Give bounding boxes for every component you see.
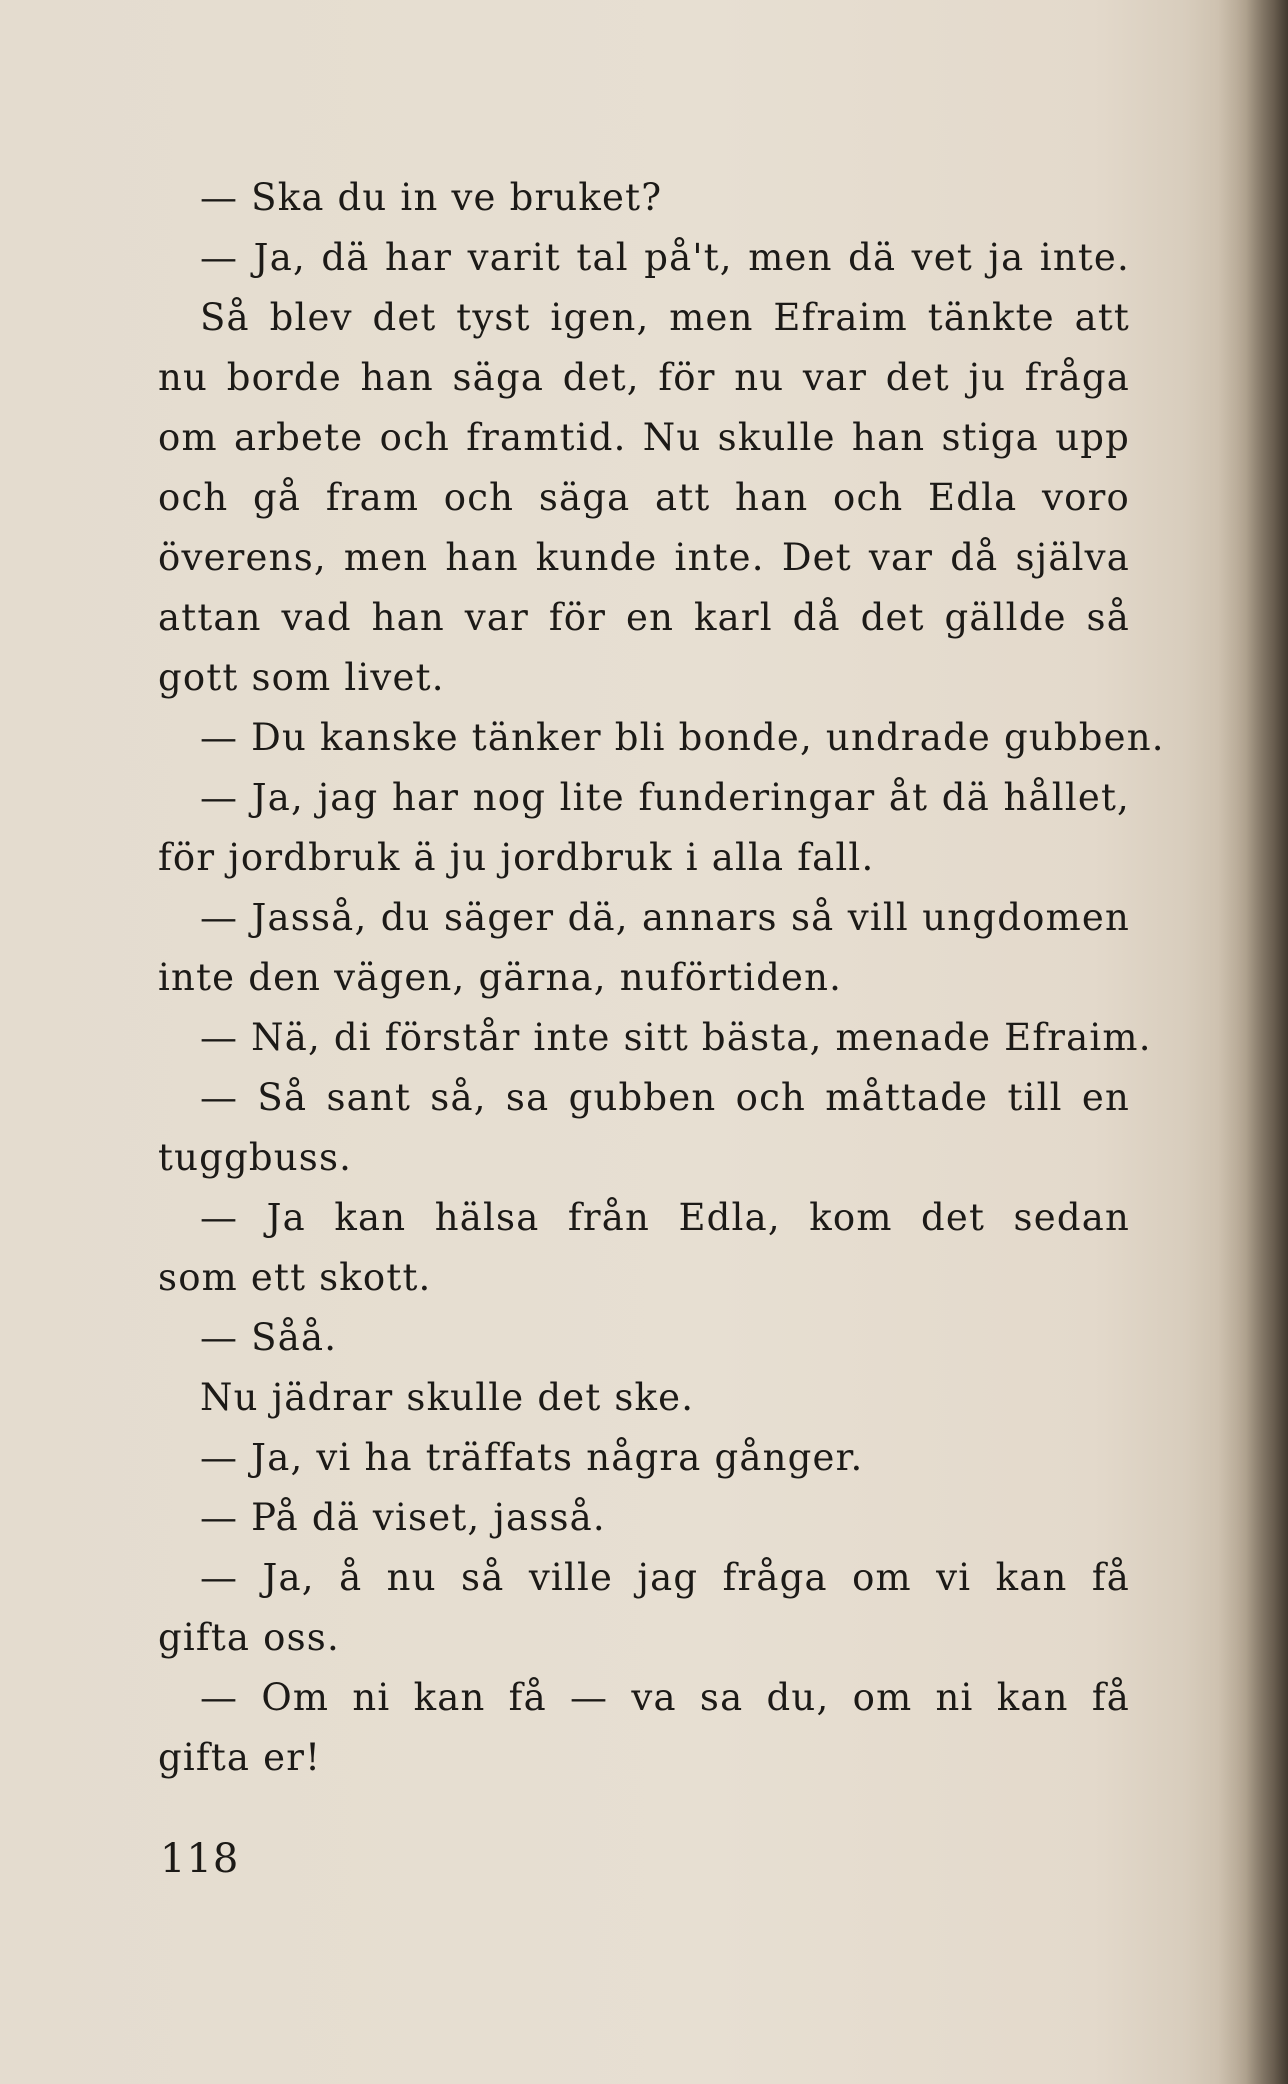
text-line: som ett skott. bbox=[158, 1256, 432, 1299]
text-line: — Ja, å nu så ville jag fråga om vi kan få bbox=[200, 1556, 1130, 1599]
text-line: inte den vägen, gärna, nuförtiden. bbox=[158, 956, 843, 999]
text-line: — Ska du in ve bruket? bbox=[200, 176, 663, 219]
text-line: — Ja, jag har nog lite funderingar åt dä hållet, bbox=[200, 776, 1130, 819]
text-line: Så blev det tyst igen, men Efraim tänkte att bbox=[200, 296, 1130, 339]
page-number: 118 bbox=[160, 1836, 240, 1882]
text-line: — På dä viset, jasså. bbox=[200, 1496, 606, 1539]
text-line: — Såå. bbox=[200, 1316, 338, 1359]
text-line: Nu jädrar skulle det ske. bbox=[200, 1376, 695, 1419]
text-line: — Nä, di förstår inte sitt bästa, menade Efraim. bbox=[200, 1016, 1152, 1059]
text-line: — Om ni kan få — va sa du, om ni kan få bbox=[200, 1676, 1130, 1719]
text-line: nu borde han säga det, för nu var det ju fråga bbox=[158, 356, 1130, 399]
text-line: överens, men han kunde inte. Det var då själva bbox=[158, 536, 1130, 579]
text-line: gifta er! bbox=[158, 1736, 322, 1779]
page-gutter-shadow bbox=[1218, 0, 1288, 2084]
text-line: — Ja, dä har varit tal på't, men dä vet ja inte. bbox=[200, 236, 1130, 279]
text-line: — Jasså, du säger dä, annars så vill ungdomen bbox=[200, 896, 1130, 939]
text-line: gifta oss. bbox=[158, 1616, 340, 1659]
text-line: och gå fram och säga att han och Edla voro bbox=[158, 476, 1130, 519]
text-line: — Ja, vi ha träffats några gånger. bbox=[200, 1436, 864, 1479]
text-line: — Ja kan hälsa från Edla, kom det sedan bbox=[200, 1196, 1130, 1239]
text-line: om arbete och framtid. Nu skulle han stiga upp bbox=[158, 416, 1130, 459]
text-line: — Så sant så, sa gubben och måttade till en bbox=[200, 1076, 1130, 1119]
text-line: gott som livet. bbox=[158, 656, 445, 699]
text-line: — Du kanske tänker bli bonde, undrade gubben. bbox=[200, 716, 1165, 759]
text-line: tuggbuss. bbox=[158, 1136, 353, 1179]
body-text bbox=[158, 168, 1165, 1788]
text-line: för jordbruk ä ju jordbruk i alla fall. bbox=[158, 836, 875, 879]
text-line: attan vad han var för en karl då det gällde så bbox=[158, 596, 1130, 639]
